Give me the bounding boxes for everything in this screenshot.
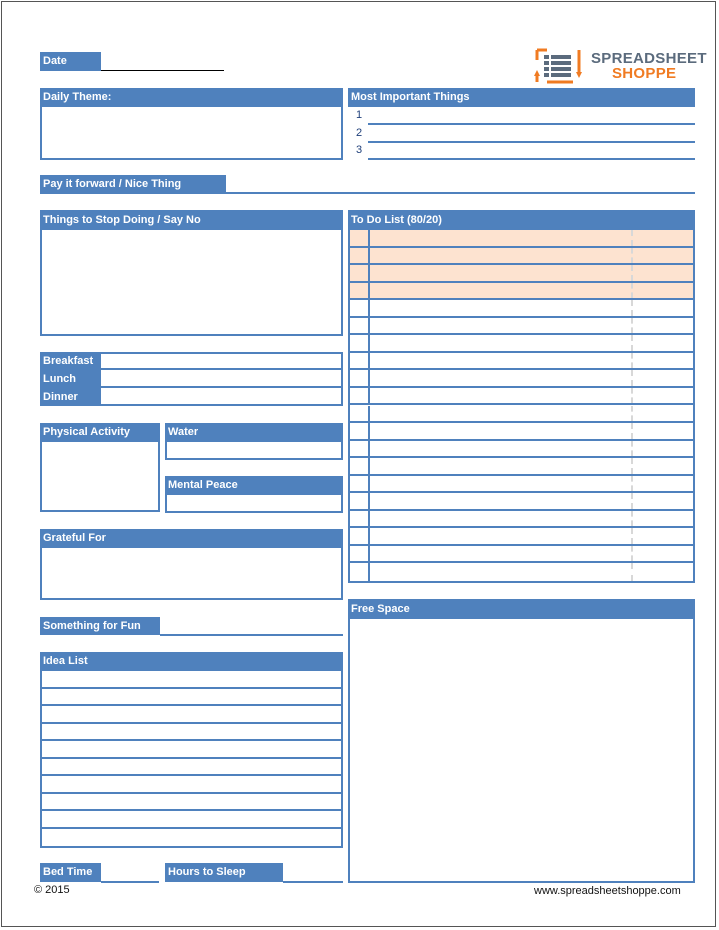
todo-row[interactable]: [350, 441, 693, 459]
todo-row[interactable]: [350, 458, 693, 476]
lunch-field[interactable]: [101, 370, 343, 388]
idea-list: [40, 671, 343, 848]
most-important-number-2: 2: [356, 127, 363, 139]
mental-peace-box[interactable]: [165, 495, 343, 513]
todo-divider: [631, 528, 633, 544]
todo-checkbox-cell[interactable]: [350, 335, 370, 351]
todo-divider: [631, 335, 633, 351]
planner-page: [1, 1, 716, 927]
todo-checkbox-cell[interactable]: [350, 441, 370, 457]
todo-header: To Do List (80/20): [348, 210, 695, 230]
todo-divider: [631, 458, 633, 474]
most-important-line-3[interactable]: [368, 158, 695, 160]
idea-list-row[interactable]: [42, 689, 341, 707]
date-label: Date: [40, 52, 101, 71]
todo-divider: [631, 423, 633, 439]
todo-checkbox-cell[interactable]: [350, 370, 370, 386]
todo-row[interactable]: [350, 546, 693, 564]
todo-divider: [631, 248, 633, 264]
hours-to-sleep-line[interactable]: [283, 881, 343, 883]
todo-checkbox-cell[interactable]: [350, 423, 370, 439]
dinner-label: Dinner: [40, 388, 101, 406]
todo-checkbox-cell[interactable]: [350, 528, 370, 544]
todo-checkbox-cell[interactable]: [350, 493, 370, 509]
todo-row[interactable]: [350, 388, 693, 406]
todo-checkbox-cell[interactable]: [350, 265, 370, 281]
todo-row[interactable]: [350, 265, 693, 283]
idea-list-row[interactable]: [42, 776, 341, 794]
idea-list-row[interactable]: [42, 671, 341, 689]
physical-activity-box[interactable]: [40, 442, 160, 512]
todo-row[interactable]: [350, 335, 693, 353]
water-box[interactable]: [165, 442, 343, 460]
logo-text-spreadsheet: SPREADSHEET: [591, 50, 707, 67]
most-important-line-2[interactable]: [368, 141, 695, 143]
todo-row[interactable]: [350, 353, 693, 371]
todo-divider: [631, 353, 633, 369]
todo-row[interactable]: [350, 300, 693, 318]
idea-list-row[interactable]: [42, 794, 341, 812]
todo-row[interactable]: [350, 248, 693, 266]
todo-row[interactable]: [350, 528, 693, 546]
todo-row[interactable]: [350, 563, 693, 581]
todo-row[interactable]: [350, 406, 693, 424]
most-important-header: Most Important Things: [348, 88, 695, 107]
idea-list-header: Idea List: [40, 652, 343, 671]
todo-row[interactable]: [350, 370, 693, 388]
free-space-header: Free Space: [348, 599, 695, 619]
daily-theme-box[interactable]: [40, 107, 343, 160]
todo-divider: [631, 546, 633, 562]
idea-list-row[interactable]: [42, 811, 341, 829]
todo-list: [348, 230, 695, 583]
hours-to-sleep-label: Hours to Sleep: [165, 863, 283, 882]
todo-divider: [631, 230, 633, 246]
todo-checkbox-cell[interactable]: [350, 476, 370, 492]
todo-divider: [631, 370, 633, 386]
todo-row[interactable]: [350, 318, 693, 336]
todo-row[interactable]: [350, 476, 693, 494]
copyright: © 2015: [34, 884, 70, 896]
todo-checkbox-cell[interactable]: [350, 248, 370, 264]
idea-list-row[interactable]: [42, 741, 341, 759]
idea-list-row[interactable]: [42, 724, 341, 742]
todo-checkbox-cell[interactable]: [350, 563, 370, 581]
bed-time-label: Bed Time: [40, 863, 101, 882]
free-space-box[interactable]: [348, 619, 695, 883]
todo-row[interactable]: [350, 283, 693, 301]
todo-checkbox-cell[interactable]: [350, 406, 370, 422]
water-header: Water: [165, 423, 343, 442]
todo-row[interactable]: [350, 511, 693, 529]
todo-divider: [631, 265, 633, 281]
most-important-number-1: 1: [356, 109, 363, 121]
something-fun-line[interactable]: [160, 634, 343, 636]
todo-divider: [631, 476, 633, 492]
todo-divider: [631, 300, 633, 316]
todo-divider: [631, 493, 633, 509]
grateful-for-header: Grateful For: [40, 529, 343, 548]
physical-activity-header: Physical Activity: [40, 423, 160, 442]
todo-divider: [631, 388, 633, 404]
todo-divider: [631, 511, 633, 527]
website-link[interactable]: www.spreadsheetshoppe.com: [534, 885, 681, 897]
todo-checkbox-cell[interactable]: [350, 318, 370, 334]
idea-list-row[interactable]: [42, 829, 341, 847]
todo-divider: [631, 318, 633, 334]
todo-checkbox-cell[interactable]: [350, 230, 370, 246]
todo-checkbox-cell[interactable]: [350, 388, 370, 404]
date-field[interactable]: [101, 70, 224, 71]
todo-divider: [631, 441, 633, 457]
daily-theme-header: Daily Theme:: [40, 88, 343, 107]
todo-checkbox-cell[interactable]: [350, 300, 370, 316]
lunch-label: Lunch: [40, 370, 101, 388]
todo-checkbox-cell[interactable]: [350, 458, 370, 474]
stop-doing-box[interactable]: [40, 230, 343, 336]
mental-peace-header: Mental Peace: [165, 476, 343, 495]
pay-it-forward-header: Pay it forward / Nice Thing: [40, 175, 226, 194]
todo-checkbox-cell[interactable]: [350, 546, 370, 562]
todo-divider: [631, 406, 633, 422]
todo-row[interactable]: [350, 493, 693, 511]
breakfast-field[interactable]: [101, 352, 343, 370]
most-important-line-1[interactable]: [368, 123, 695, 125]
dinner-field[interactable]: [101, 388, 343, 406]
bed-time-line[interactable]: [101, 881, 159, 883]
something-fun-header: Something for Fun: [40, 617, 160, 635]
spreadsheet-logo-icon: [533, 46, 583, 86]
pay-it-forward-line[interactable]: [226, 192, 695, 194]
todo-checkbox-cell[interactable]: [350, 283, 370, 299]
todo-divider: [631, 283, 633, 299]
stop-doing-header: Things to Stop Doing / Say No: [40, 210, 343, 230]
todo-row[interactable]: [350, 230, 693, 248]
idea-list-row[interactable]: [42, 706, 341, 724]
logo-text-shoppe: SHOPPE: [612, 65, 677, 82]
grateful-for-box[interactable]: [40, 548, 343, 600]
breakfast-label: Breakfast: [40, 352, 101, 370]
todo-divider: [631, 563, 633, 581]
most-important-number-3: 3: [356, 144, 363, 156]
idea-list-row[interactable]: [42, 759, 341, 777]
todo-checkbox-cell[interactable]: [350, 353, 370, 369]
todo-checkbox-cell[interactable]: [350, 511, 370, 527]
todo-row[interactable]: [350, 423, 693, 441]
